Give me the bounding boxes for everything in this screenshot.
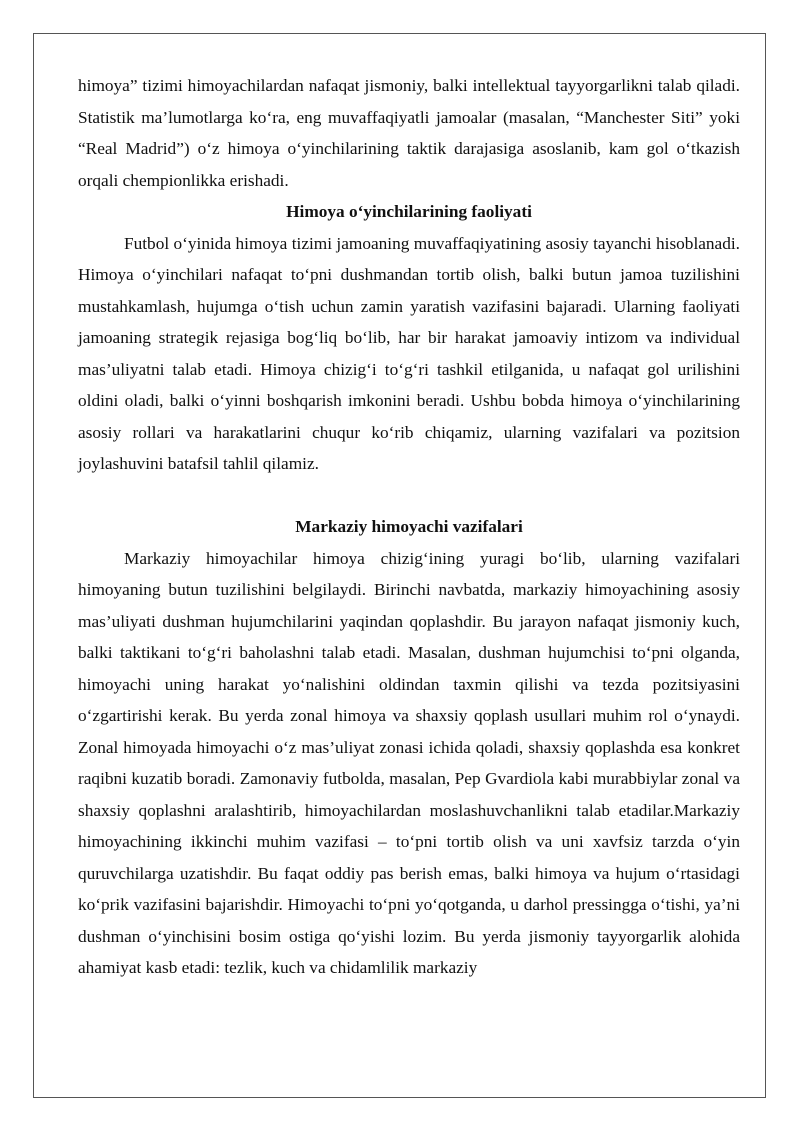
document-body [78,70,740,984]
paragraph-central-defender: Markaziy himoyachilar himoya chizig‘ining yuragi bo‘lib, ularning vazifalari himoyaning butun tuzilishini belgilaydi. Birinchi navbatda, markaziy himoyachining asosiy mas’uliyati dushman hujumchilarini yaqindan qoplashdir. Bu jarayon nafaqat jismoniy kuch, balki taktikani to‘g‘ri baholashni talab etadi. Masalan, dushman hujumchisi to‘pni olganda, himoyachi uning harakat yo‘nalishini oldindan taxmin qilishi va tezda pozitsiyasini o‘zgartirishi kerak. Bu yerda zonal himoya va shaxsiy qoplash usullari muhim rol o‘ynaydi. Zonal himoyada himoyachi o‘z mas’uliyat zonasi ichida qoladi, shaxsiy qoplashda esa konkret raqibni kuzatib boradi. Zamonaviy futbolda, masalan, Pep Gvardiola kabi murabbiylar zonal va shaxsiy qoplashni aralashtirib, himoyachilardan moslashuvchanlikni talab etadilar.Markaziy himoyachining ikkinchi muhim vazifasi – to‘pni tortib olish va uni xavfsiz tarzda o‘yin quruvchilarga uzatishdir. Bu faqat oddiy pas berish emas, balki himoya va hujum o‘rtasidagi ko‘prik vazifasini bajarishdir. Himoyachi to‘pni yo‘qotganda, u darhol pressingga o‘tishi, ya’ni dushman o‘yinchisini bosim ostiga qo‘yishi lozim. Bu yerda jismoniy tayyorgarlik alohida ahamiyat kasb etadi: tezlik, kuch va chidamlilik markaziy [78,548,740,977]
section-heading-defenders-activity: Himoya o‘yinchilarining faoliyati [286,202,532,221]
paragraph-continuation: himoya” tizimi himoyachilardan nafaqat jismoniy, balki intellektual tayyorgarlikni talab qiladi. Statistik ma’lumotlarga ko‘ra, eng muvaffaqiyatli jamoalar (masalan, “Manchester Siti” yoki “Real Madrid”) o‘z himoya o‘yinchilarining taktik darajasiga asoslanib, kam gol o‘tkazish orqali chempionlikka erishadi. [78,76,740,190]
paragraph-intro: Futbol o‘yinida himoya tizimi jamoaning muvaffaqiyatining asosiy tayanchi hisoblanadi. Himoya o‘yinchilari nafaqat to‘pni dushmandan tortib olish, balki butun jamoa tuzilishini mustahkamlash, hujumga o‘tish uchun zamin yaratish vazifasini bajaradi. Ularning faoliyati jamoaning strategik rejasiga bog‘liq bo‘lib, har bir harakat jamoaviy intizom va individual mas’uliyatni talab etadi. Himoya chizig‘i to‘g‘ri tashkil etilganida, u nafaqat gol urilishini oldini oladi, balki o‘yinni boshqarish imkonini beradi. Ushbu bobda himoya o‘yinchilarining asosiy rollari va harakatlarini chuqur ko‘rib chiqamiz, ularning vazifalari va pozitsion joylashuvini batafsil tahlil qilamiz. [78,233,740,473]
blank-line [78,480,740,512]
section-heading-central-defender: Markaziy himoyachi vazifalari [295,517,523,536]
